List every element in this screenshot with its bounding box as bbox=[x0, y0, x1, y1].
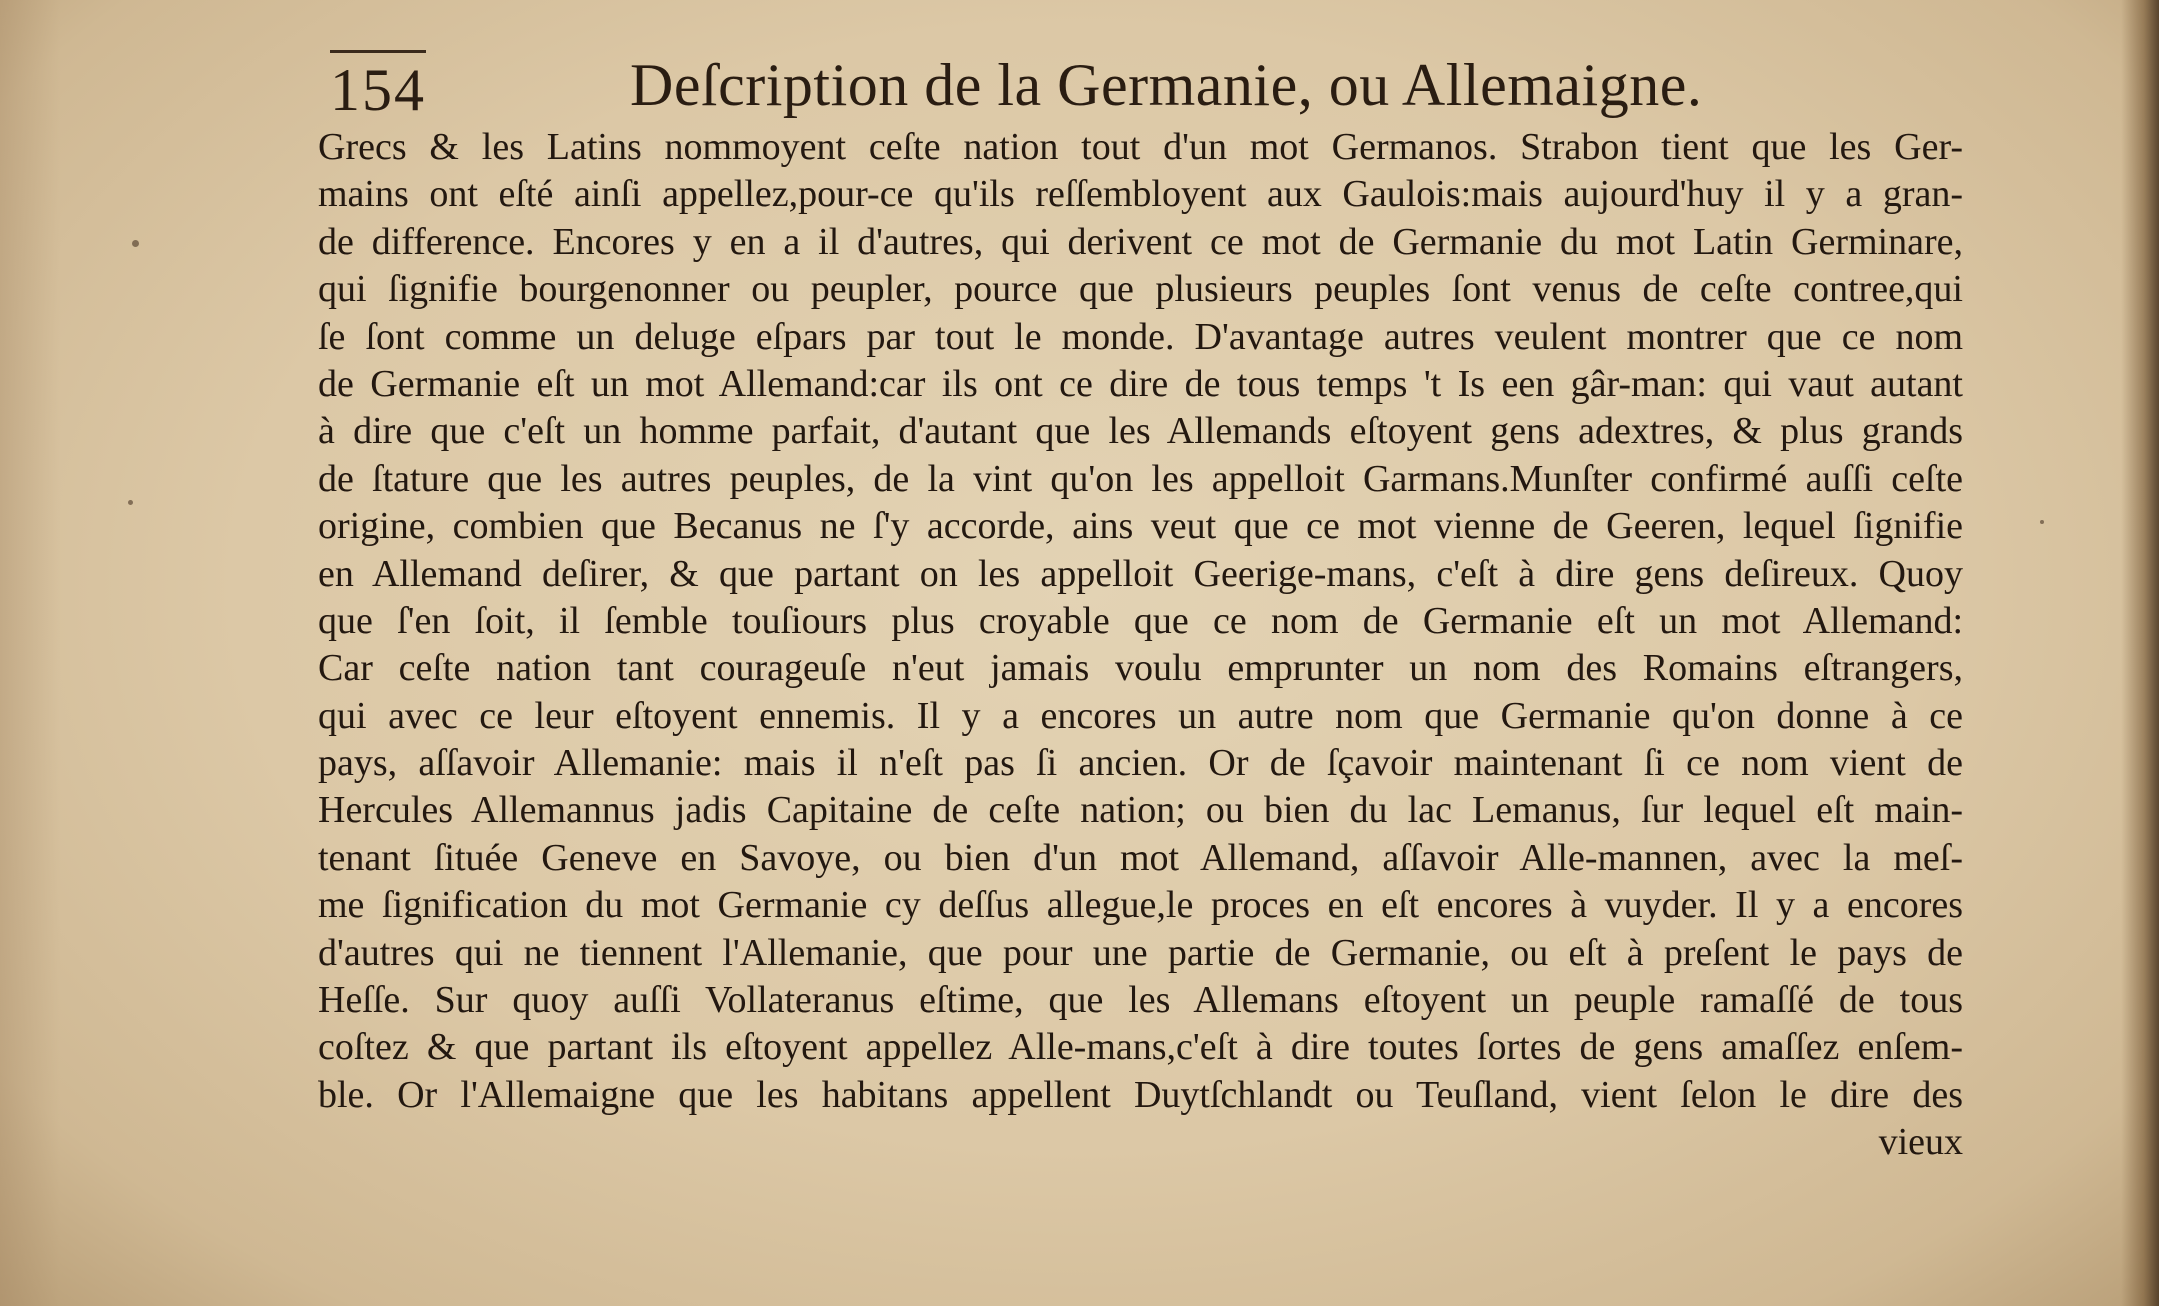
text-line: d'autres qui ne tiennent l'Allemanie, que pour une partie de Germanie, ou eſt à preſent le pays de bbox=[318, 931, 1963, 974]
text-line: en Allemand deſirer, & que partant on les appelloit Geerige-mans, c'eſt à dire gens deſireux. Quoy bbox=[318, 552, 1963, 595]
paper-speck bbox=[132, 240, 139, 247]
text-line: Car ceſte nation tant courageuſe n'eut jamais voulu emprunter un nom des Romains eſtrangers, bbox=[318, 647, 1963, 690]
text-line: Heſſe. Sur quoy auſſi Vollateranus eſtime, que les Allemans eſtoyent un peuple ramaſſé de tous bbox=[318, 979, 1963, 1022]
text-line: Grecs & les Latins nommoyent ceſte nation tout d'un mot Germanos. Strabon tient que les Ger- bbox=[318, 126, 1963, 168]
paper-speck bbox=[2040, 520, 2044, 524]
text-line: que ſ'en ſoit, il ſemble touſiours plus croyable que ce nom de Germanie eſt un mot Allemand: bbox=[318, 599, 1963, 642]
running-title: Deſcription de la Germanie, ou Allemaigne. bbox=[630, 52, 1703, 118]
text-line: ſe ſont comme un deluge eſpars par tout le monde. D'avantage autres veulent montrer que ce nom bbox=[318, 315, 1963, 358]
text-line: qui avec ce leur eſtoyent ennemis. Il y a encores un autre nom que Germanie qu'on donne à ce bbox=[318, 694, 1963, 737]
paper-speck bbox=[128, 500, 133, 505]
text-line: qui ſignifie bourgenonner ou peupler, pource que plusieurs peuples ſont venus de ceſte contree,qui bbox=[318, 268, 1963, 311]
catchword: vieux bbox=[1878, 1121, 1963, 1164]
text-line: tenant ſituée Geneve en Savoye, ou bien d'un mot Allemand, aſſavoir Alle-mannen, avec la meſ- bbox=[318, 836, 1963, 879]
text-line: à dire que c'eſt un homme parfait, d'autant que les Allemands eſtoyent gens adextres, & plus grands bbox=[318, 410, 1963, 453]
text-line: de Germanie eſt un mot Allemand:car ils ont ce dire de tous temps 't Is een gâr-man: qui vaut autant bbox=[318, 362, 1963, 405]
text-line: me ſignification du mot Germanie cy deſſus allegue,le proces en eſt encores à vuyder. Il y a encores bbox=[318, 884, 1963, 927]
text-line: de difference. Encores y en a il d'autres, qui derivent ce mot de Germanie du mot Latin Germinare, bbox=[318, 220, 1963, 263]
page-header bbox=[330, 50, 1980, 130]
text-line: ble. Or l'Allemaigne que les habitans appellent Duytſchlandt ou Teuſland, vient ſelon le dire des bbox=[318, 1073, 1963, 1116]
text-line: de ſtature que les autres peuples, de la vint qu'on les appelloit Garmans.Munſter confirmé auſſi ceſte bbox=[318, 457, 1963, 500]
text-line: coſtez & que partant ils eſtoyent appellez Alle-mans,c'eſt à dire toutes ſortes de gens amaſſez enſem- bbox=[318, 1026, 1963, 1069]
body-text bbox=[318, 124, 1963, 1167]
text-line: Hercules Allemannus jadis Capitaine de ceſte nation; ou bien du lac Lemanus, ſur lequel eſt main- bbox=[318, 789, 1963, 832]
page-number: 154 bbox=[330, 50, 426, 125]
text-line: pays, aſſavoir Allemanie: mais il n'eſt pas ſi ancien. Or de ſçavoir maintenant ſi ce nom vient de bbox=[318, 742, 1963, 785]
text-line: origine, combien que Becanus ne ſ'y accorde, ains veut que ce mot vienne de Geeren, lequel ſignifie bbox=[318, 505, 1963, 548]
text-line: mains ont eſté ainſi appellez,pour-ce qu'ils reſſembloyent aux Gaulois:mais aujourd'huy il y a gran- bbox=[318, 173, 1963, 216]
